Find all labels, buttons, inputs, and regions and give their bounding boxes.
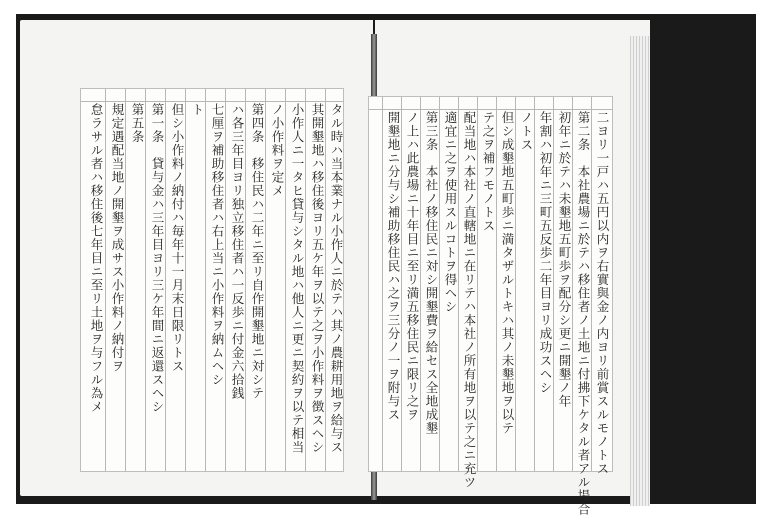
text-line: 年割ハ初年ニ三町五反歩二年目ヨリ成功スヘシ bbox=[538, 111, 553, 395]
sheet-top-rule bbox=[81, 101, 343, 102]
sheet-top-rule bbox=[369, 109, 612, 110]
column-rule bbox=[325, 89, 326, 471]
column-rule bbox=[439, 97, 440, 471]
text-line: 第四条 移住民ハ二年ニ至リ自作開墾地ニ対シテ bbox=[250, 103, 265, 400]
text-line: 二ヨリ一戸ハ五円以内ヲ右實與金ノ内ヨリ前賞スルモノトス bbox=[595, 111, 610, 476]
text-line: 開墾地ニ分与シ補助移住民ハ之ヲ三分ノ一ヲ附与ス bbox=[386, 111, 401, 422]
column-rule bbox=[145, 89, 146, 471]
text-line: 怠ラサル者ハ移住後七年目ニ至リ土地ヲ与フル為メ bbox=[89, 103, 104, 414]
right-manuscript-sheet bbox=[368, 96, 613, 516]
text-line: ノ小作料ヲ定メ bbox=[270, 103, 285, 198]
column-rule bbox=[105, 89, 106, 471]
column-rule bbox=[125, 89, 126, 471]
column-rule bbox=[401, 97, 402, 471]
column-rule bbox=[305, 89, 306, 471]
column-rule bbox=[285, 89, 286, 471]
column-rule bbox=[496, 97, 497, 471]
column-rule bbox=[477, 97, 478, 471]
text-line: 但シ小作料ノ納付ハ毎年十一月末日限リトス bbox=[170, 103, 185, 373]
column-rule bbox=[591, 97, 592, 471]
column-rule bbox=[165, 89, 166, 471]
text-line: 七厘ヲ補助移住者ハ右上当ニ小作料ヲ納ムヘシ bbox=[210, 103, 225, 387]
column-rule bbox=[245, 89, 246, 471]
text-line: テ之ヲ補フモノトス bbox=[481, 111, 496, 233]
text-line: 第一条 貸与金ハ三年目ヨリ三ケ年間ニ返還スヘシ bbox=[150, 103, 165, 414]
column-rule bbox=[534, 97, 535, 471]
column-rule bbox=[265, 89, 266, 471]
text-line: ハ各三年目ヨリ独立移住者ハ一反歩ニ付金六拾銭 bbox=[230, 103, 245, 400]
text-line: ノトス bbox=[519, 111, 534, 152]
text-line: 小作人ニ一タヒ貸与シタル地ハ他人ニ更ニ契約ヲ以テ相当 bbox=[290, 103, 305, 454]
text-line: 其開墾地ハ移住後ヨリ五ケ年ヲ以テ之ヲ小作料ヲ徴スヘシ bbox=[310, 103, 325, 454]
text-line: 初年ニ於テハ未墾地五町歩ヲ配分シ更ニ開墾ノ年 bbox=[557, 111, 572, 408]
text-line: 第二条 本社農場ニ於テハ移住者ノ土地ニ付拂下ケタル者アル場合 bbox=[576, 111, 591, 516]
text-line: 第三条 本社ノ移住民ニ対シ開墾費ヲ給セス全地成墾 bbox=[424, 111, 439, 435]
text-line: ノ上ハ此農場ニ十年目ニ至リ満五移住民ニ限リ之ヲ bbox=[405, 111, 420, 422]
column-rule bbox=[205, 89, 206, 471]
column-rule bbox=[458, 97, 459, 471]
column-rule bbox=[572, 97, 573, 471]
page-edges bbox=[630, 36, 650, 506]
text-line: 配当地ハ本社ノ直轄地ニ在リテハ本社ノ所有地ヲ以テ之ニ充ツ bbox=[462, 111, 477, 489]
text-line: ト bbox=[190, 103, 205, 117]
text-line: 但シ成墾地五町歩ニ満タザルトキハ其ノ未墾地ヲ以テ bbox=[500, 111, 515, 435]
column-rule bbox=[225, 89, 226, 471]
column-rule bbox=[185, 89, 186, 471]
text-line: 適宜ニ之ヲ使用スルコトヲ得ヘシ bbox=[443, 111, 458, 314]
left-manuscript-sheet bbox=[80, 88, 344, 472]
text-line: タル時ハ当本業ナル小作人ニ於テハ其ノ農耕用地ヲ給与ス bbox=[329, 103, 344, 454]
column-rule bbox=[420, 97, 421, 471]
text-line: 第五条 bbox=[130, 103, 145, 157]
column-rule bbox=[515, 97, 516, 471]
text-line: 規定遇配当地ノ開墾ヲ成サス小作料ノ納付ヲ bbox=[110, 103, 125, 373]
column-rule bbox=[382, 97, 383, 471]
column-rule bbox=[553, 97, 554, 471]
